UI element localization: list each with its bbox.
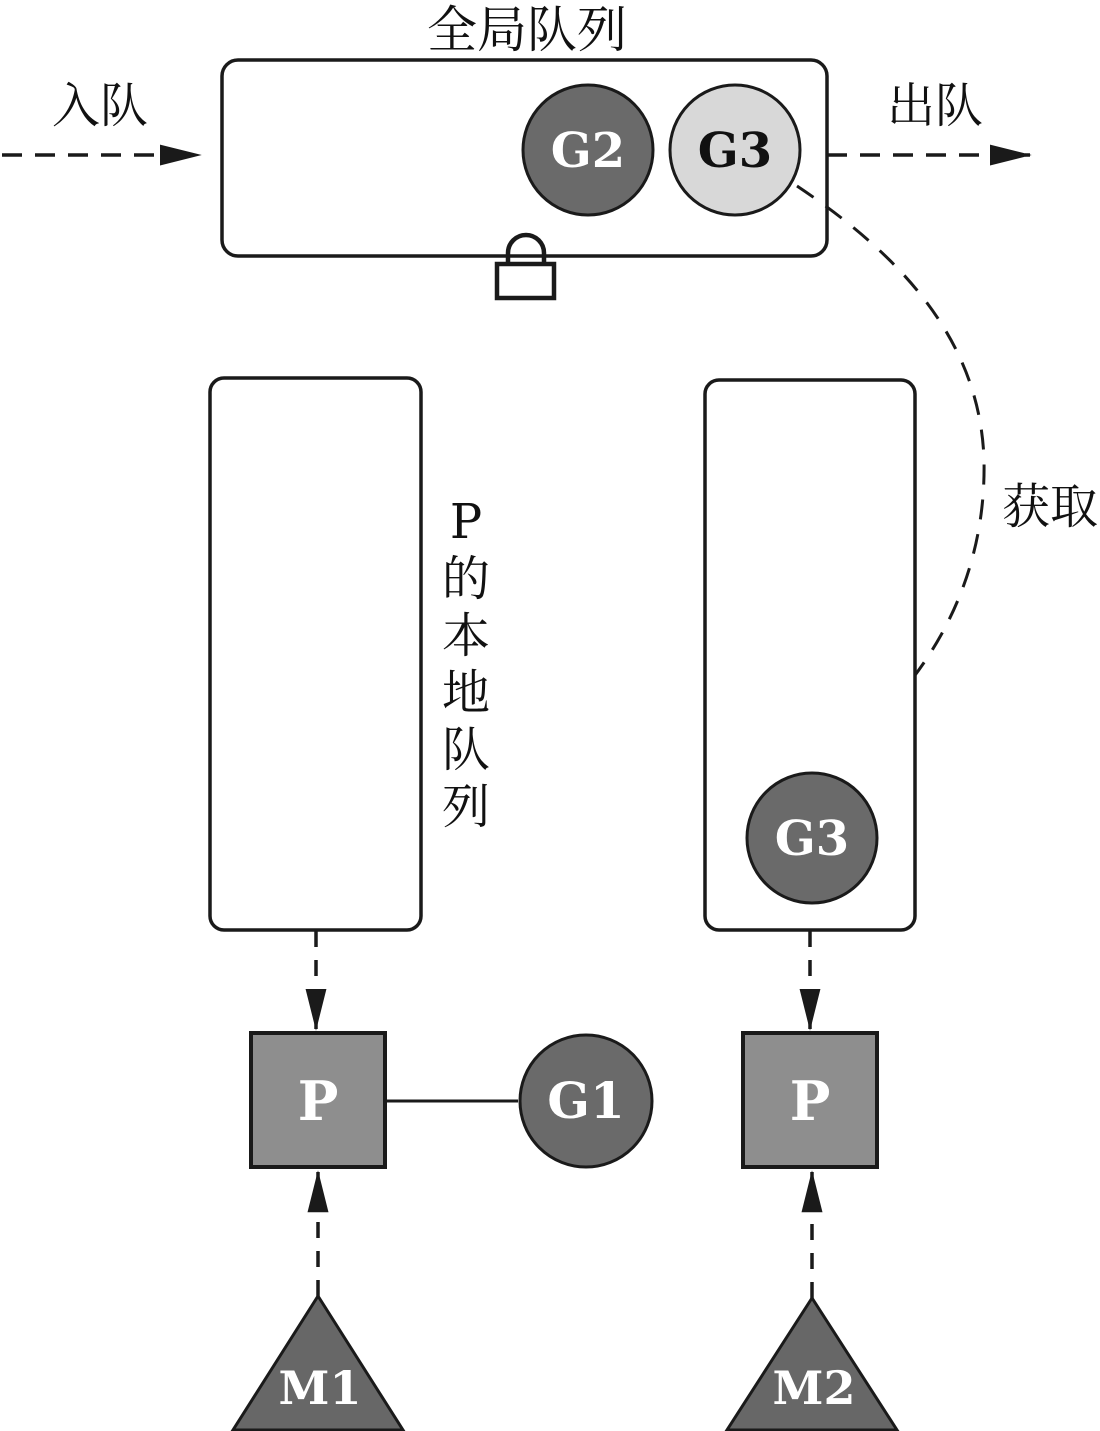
goroutine-g2-label: G2 bbox=[550, 123, 626, 179]
local-queue-side-label bbox=[442, 494, 490, 835]
machine-m2-label: M2 bbox=[772, 1361, 856, 1415]
side-label-char-6: 列 bbox=[441, 779, 491, 835]
goroutine-g1-label: G1 bbox=[547, 1071, 625, 1130]
side-label-char-1: P bbox=[449, 494, 483, 550]
goroutine-g3-local-label: G3 bbox=[774, 811, 850, 867]
enqueue-flow bbox=[2, 78, 200, 155]
processor-left bbox=[251, 1033, 385, 1167]
local-queue-right bbox=[705, 380, 915, 930]
global-queue bbox=[222, 60, 827, 298]
global-queue-title: 全局队列 bbox=[427, 1, 627, 59]
processor-right bbox=[743, 1033, 877, 1167]
machine-m1-label: M1 bbox=[278, 1361, 362, 1415]
goroutine-g3-global-label: G3 bbox=[697, 123, 773, 179]
side-label-char-4: 地 bbox=[441, 665, 491, 721]
machine-m1 bbox=[233, 1296, 403, 1430]
processor-left-label: P bbox=[297, 1069, 339, 1133]
side-label-char-5: 队 bbox=[441, 722, 491, 778]
goroutine-g1 bbox=[520, 1035, 652, 1167]
side-label-char-2: 的 bbox=[441, 551, 491, 607]
machine-m2 bbox=[727, 1298, 897, 1430]
local-queue-left-box bbox=[210, 378, 421, 930]
side-label-char-3: 本 bbox=[441, 608, 491, 664]
dequeue-flow bbox=[827, 78, 1030, 155]
acquire-label: 获取 bbox=[1001, 479, 1099, 535]
enqueue-label: 入队 bbox=[51, 78, 149, 134]
dequeue-label: 出队 bbox=[886, 78, 984, 134]
processor-right-label: P bbox=[789, 1069, 831, 1133]
